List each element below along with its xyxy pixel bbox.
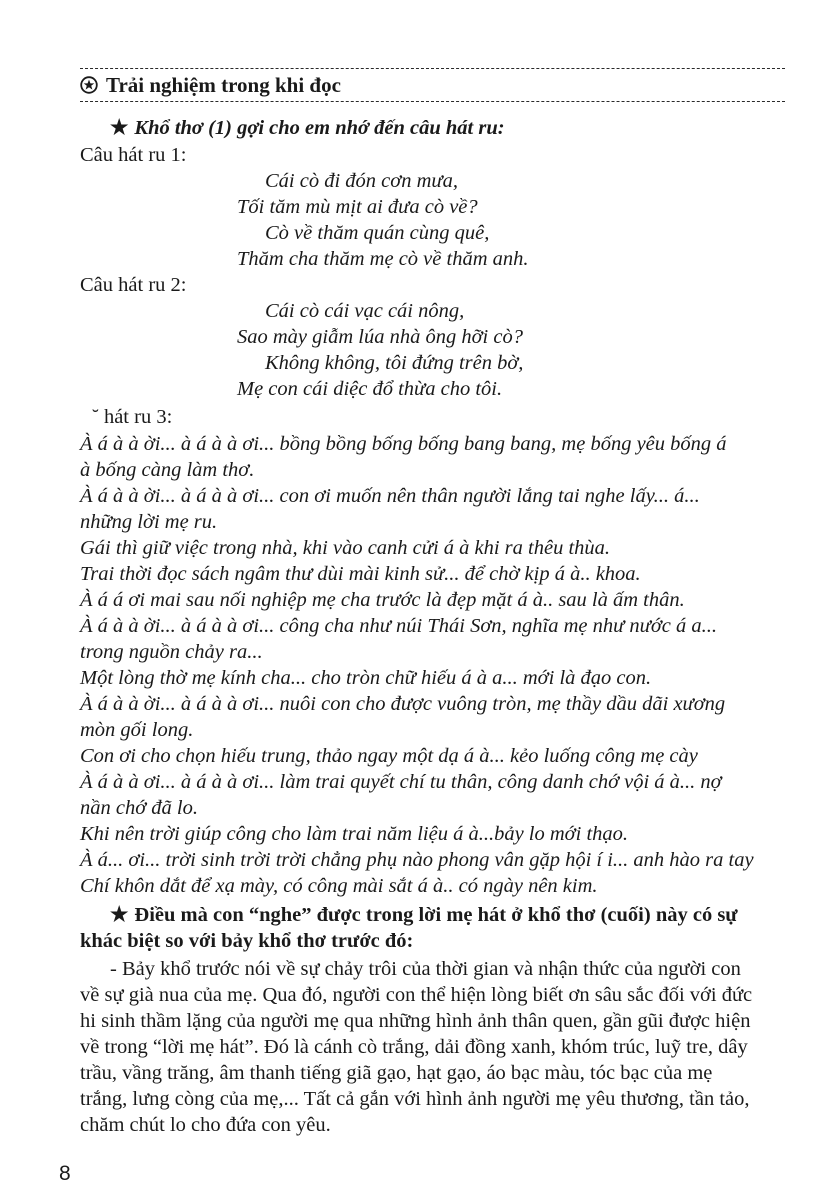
section-title: Trải nghiệm trong khi đọc xyxy=(106,73,341,97)
section-heading xyxy=(80,70,341,100)
heading-2-line1 xyxy=(110,902,738,928)
song1-line: Thăm cha thăm mẹ cò về thăm anh. xyxy=(237,248,529,270)
heading-2-line1-text: Điều mà con “nghe” được trong lời mẹ hát ở khổ thơ (cuối) này có sự xyxy=(134,904,738,926)
paragraph-line: - Bảy khổ trước nói về sự chảy trôi của thời gian và nhận thức của người con xyxy=(110,958,741,980)
circled-star-icon xyxy=(80,76,98,94)
song3-line: à bống càng làm thơ. xyxy=(80,459,255,481)
song2-label: Câu hát ru 2: xyxy=(80,274,187,296)
heading-1 xyxy=(110,115,505,141)
paragraph-line: trầu, vầng trăng, âm thanh tiếng giã gạo, hạt gạo, áo bạc màu, tóc bạc của mẹ xyxy=(80,1062,713,1084)
song1-line: Cò về thăm quán cùng quê, xyxy=(265,222,490,244)
song3-line: mòn gối long. xyxy=(80,719,194,741)
song3-line: Một lòng thờ mẹ kính cha... cho tròn chữ hiếu á à a... mới là đạo con. xyxy=(80,667,652,689)
song1-line: Cái cò đi đón cơn mưa, xyxy=(265,170,458,192)
song3-line: À á à à ời... à á à à ơi... bồng bồng bống bống bang bang, mẹ bống yêu bống á xyxy=(80,433,727,455)
star-bullet-icon: ★ xyxy=(110,904,129,926)
paragraph-line: về sự già nua của mẹ. Qua đó, người con thể hiện lòng biết ơn sâu sắc đối với đức xyxy=(80,984,753,1006)
song1-line: Tối tăm mù mịt ai đưa cò về? xyxy=(237,196,478,218)
song3-line: Khi nên trời giúp công cho làm trai năm liệu á à...bảy lo mới thạo. xyxy=(80,823,629,845)
paragraph-line: trắng, lưng còng của mẹ,... Tất cả gắn với hình ảnh người mẹ yêu thương, tần tảo, xyxy=(80,1088,750,1110)
song2-line: Mẹ con cái diệc đổ thừa cho tôi. xyxy=(237,378,503,400)
song3-line: À á à à ời... à á à à ơi... con ơi muốn nên thân người lắng tai nghe lấy... á... xyxy=(80,485,700,507)
page-number: 8 xyxy=(59,1162,71,1185)
paragraph-line: chăm chút lo cho đứa con yêu. xyxy=(80,1114,331,1136)
top-dashed-rule xyxy=(80,68,785,69)
song3-line: À á à à ơi... à á à à ơi... làm trai quyết chí tu thân, công danh chớ vội á à... nợ xyxy=(80,771,722,793)
song1-label: Câu hát ru 1: xyxy=(80,144,187,166)
heading-2-line2: khác biệt so với bảy khổ thơ trước đó: xyxy=(80,930,414,952)
song3-label: ˘ hát ru 3: xyxy=(92,406,173,428)
song3-line: À á à à ời... à á à à ơi... nuôi con cho được vuông tròn, mẹ thầy dầu dãi xương xyxy=(80,693,726,715)
song3-line: À á... ơi... trời sinh trời trời chẳng phụ nào phong vân gặp hội í i... anh hào ra tay xyxy=(80,849,754,871)
song3-line: Con ơi cho chọn hiếu trung, thảo ngay một dạ á à... kẻo luống công mẹ cày xyxy=(80,745,698,767)
song3-line: Trai thời đọc sách ngâm thư dùi mài kinh sử... để chờ kịp á à.. khoa. xyxy=(80,563,641,585)
song2-line: Không không, tôi đứng trên bờ, xyxy=(265,352,524,374)
song2-line: Cái cò cái vạc cái nông, xyxy=(265,300,465,322)
song3-line: những lời mẹ ru. xyxy=(80,511,218,533)
song3-line: Chí khôn dắt để xạ mày, có công mài sắt á à.. có ngày nên kim. xyxy=(80,875,598,897)
song3-line: À á à à ời... à á à à ơi... công cha như núi Thái Sơn, nghĩa mẹ như nước á a... xyxy=(80,615,718,637)
song3-line: trong nguồn chảy ra... xyxy=(80,641,263,663)
star-bullet-icon: ★ xyxy=(110,117,129,139)
paragraph-line: hi sinh thầm lặng của người mẹ qua những hình ảnh thân quen, gần gũi được hiện xyxy=(80,1010,751,1032)
bottom-dashed-rule xyxy=(80,101,785,102)
song2-line: Sao mày giẫm lúa nhà ông hỡi cò? xyxy=(237,326,523,348)
song3-line: À á á ơi mai sau nối nghiệp mẹ cha trước là đẹp mặt á à.. sau là ấm thân. xyxy=(80,589,685,611)
heading-1-text: Khổ thơ (1) gợi cho em nhớ đến câu hát ru: xyxy=(134,117,505,139)
song3-line: nần chớ đã lo. xyxy=(80,797,198,819)
paragraph-line: về trong “lời mẹ hát”. Đó là cánh cò trắng, dải đồng xanh, khóm trúc, luỹ tre, dây xyxy=(80,1036,748,1058)
song3-line: Gái thì giữ việc trong nhà, khi vào canh cửi á à khi ra thêu thùa. xyxy=(80,537,611,559)
